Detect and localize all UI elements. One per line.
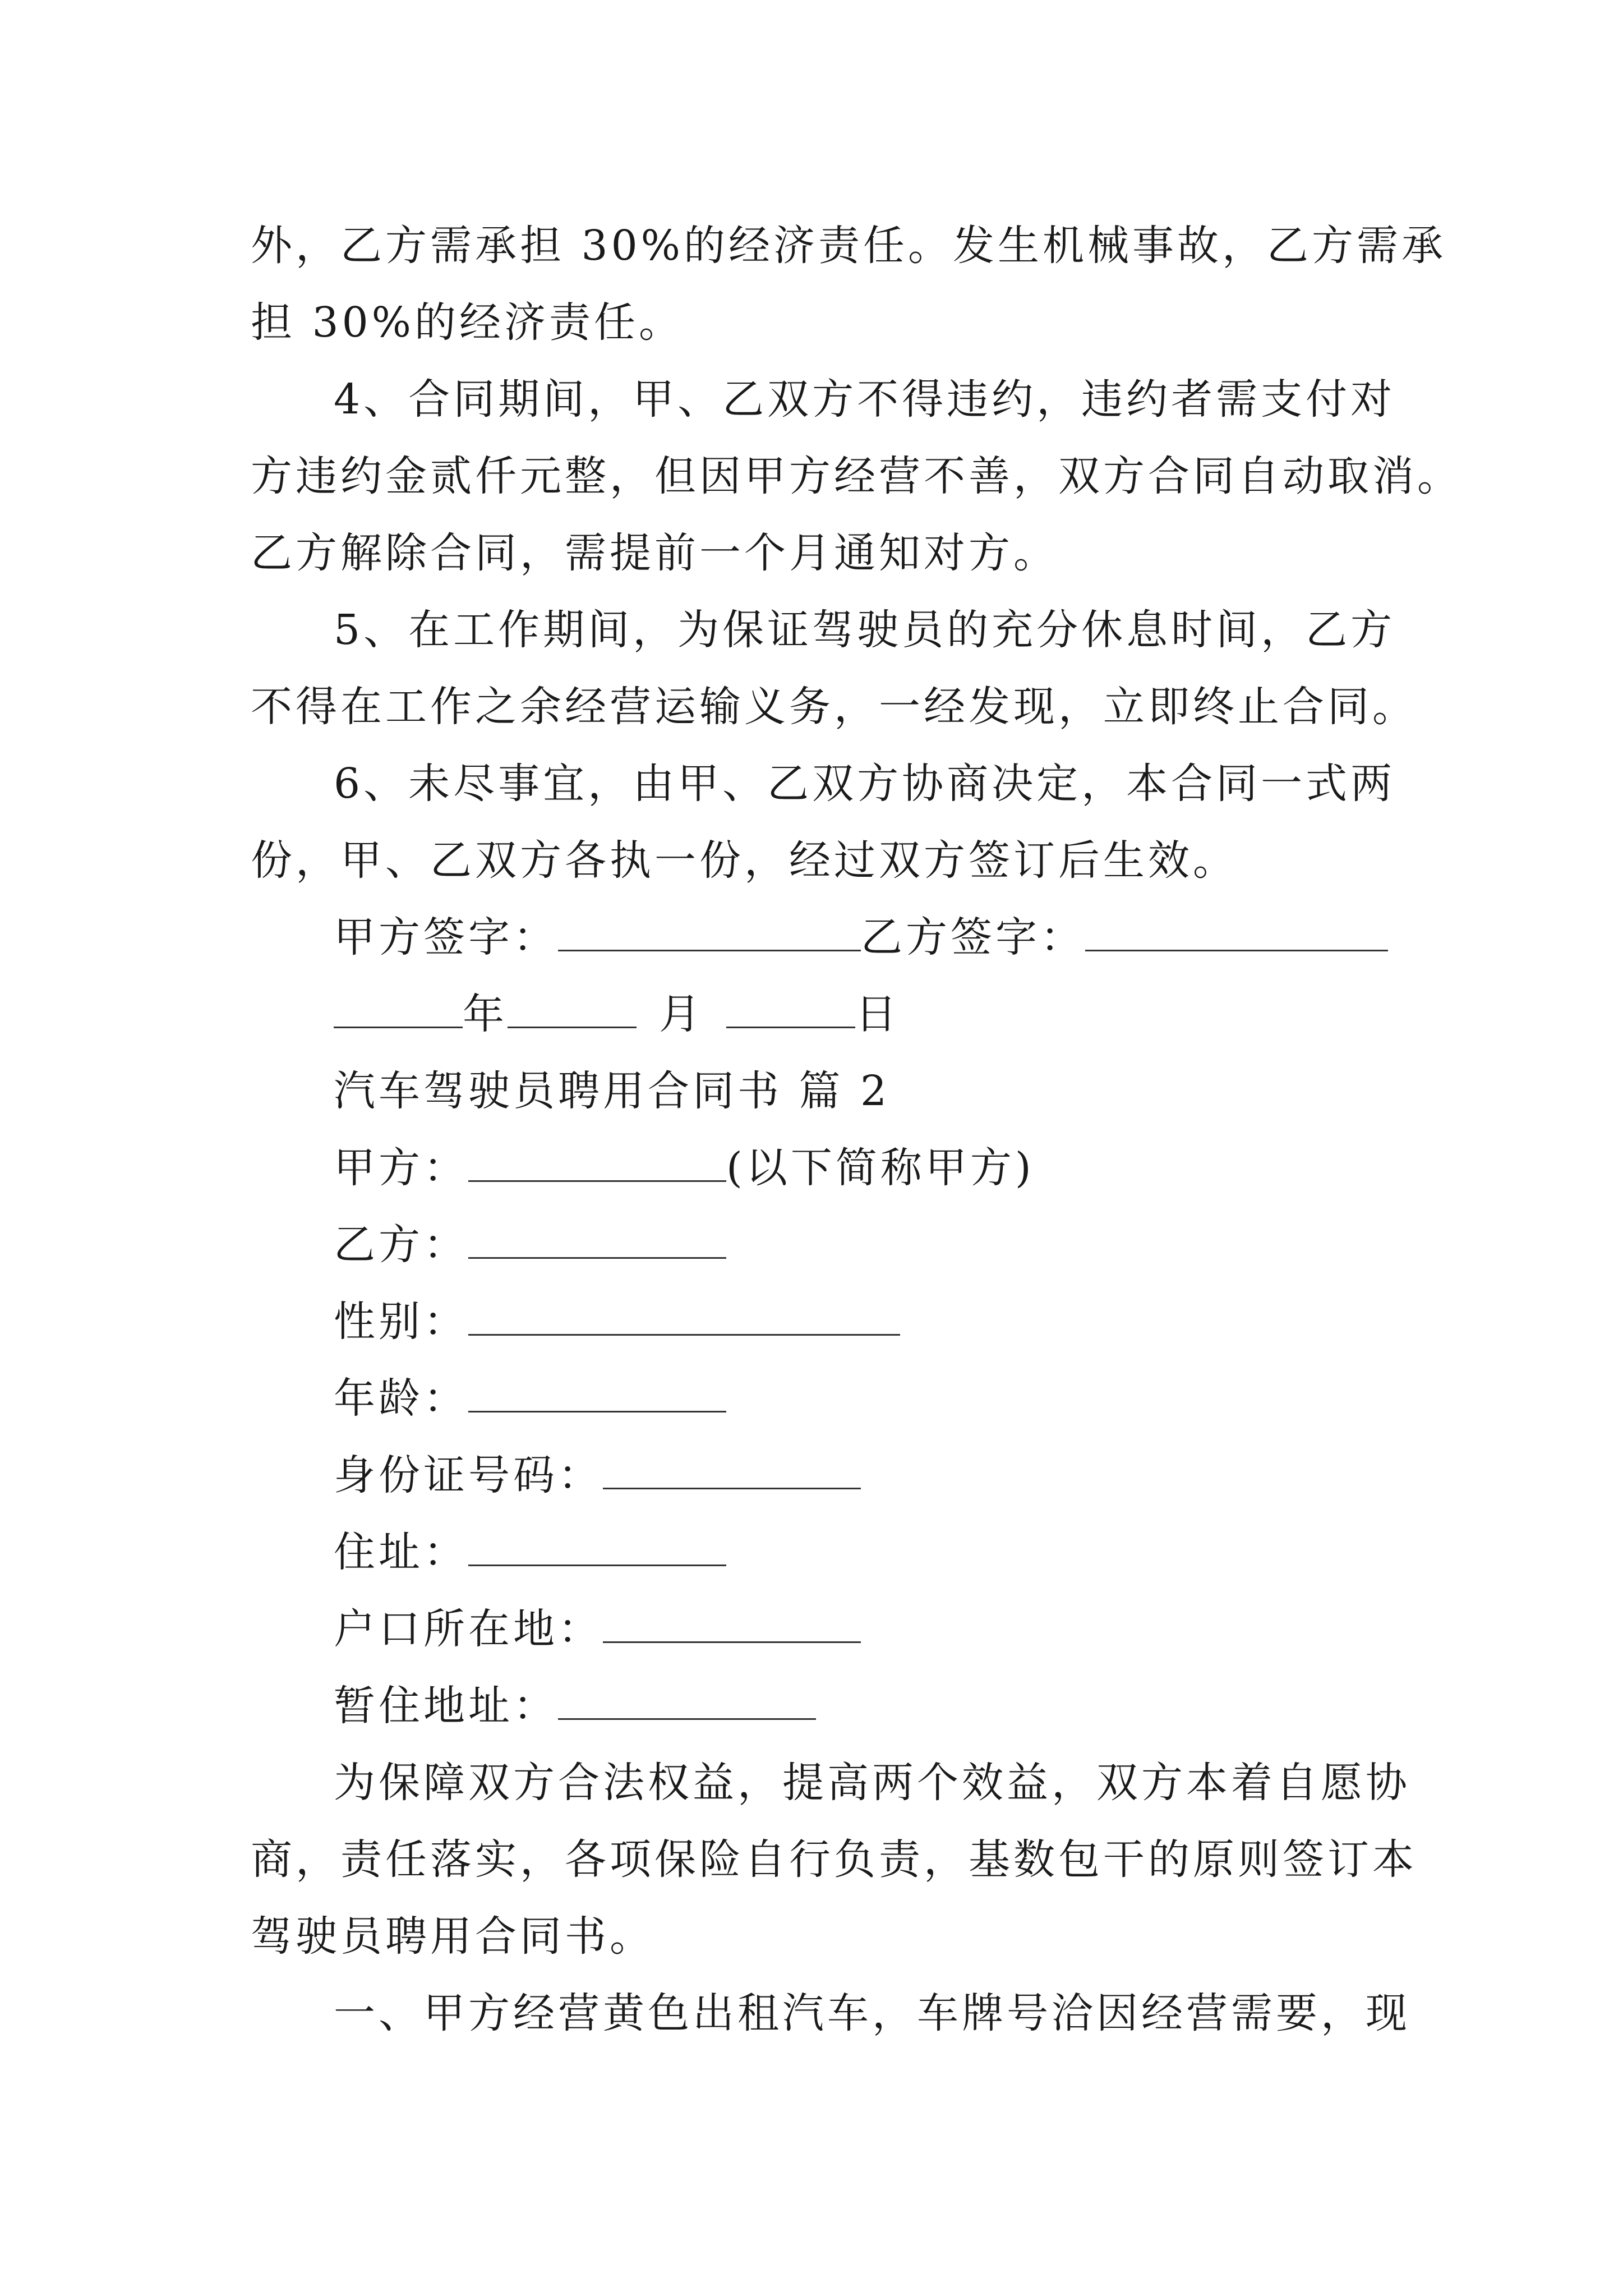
party-a-blank[interactable] — [468, 1141, 726, 1182]
party-b-signature-label: 乙方签字： — [861, 913, 1085, 961]
day-blank[interactable] — [726, 987, 855, 1028]
party-a-signature-blank[interactable] — [558, 910, 861, 951]
year-blank[interactable] — [334, 987, 463, 1028]
hukou-blank[interactable] — [603, 1602, 861, 1643]
month-label: 月 — [659, 990, 704, 1038]
month-blank[interactable] — [508, 987, 637, 1028]
signature-row — [251, 899, 1378, 976]
gender-row — [251, 1283, 1378, 1360]
party-a-label: 甲方： — [334, 1144, 468, 1192]
party-b-label: 乙方： — [334, 1221, 468, 1269]
temp-address-row — [251, 1668, 1378, 1745]
id-number-label: 身份证号码： — [334, 1451, 603, 1499]
paragraph-line: 6、未尽事宜，由甲、乙双方协商决定，本合同一式两 — [334, 760, 1396, 808]
address-row — [251, 1514, 1378, 1591]
age-label: 年龄： — [334, 1374, 468, 1423]
hukou-row — [251, 1591, 1378, 1668]
temp-address-blank[interactable] — [558, 1679, 816, 1720]
paragraph-line: 担 30%的经济责任。 — [251, 298, 684, 347]
gender-label: 性别： — [334, 1297, 468, 1346]
id-number-row — [251, 1437, 1378, 1514]
temp-address-label: 暂住地址： — [334, 1682, 558, 1730]
paragraph-line: 乙方解除合同，需提前一个月通知对方。 — [251, 529, 1058, 577]
party-b-row — [251, 1207, 1378, 1283]
paragraph-line: 商，责任落实，各项保险自行负责，基数包干的原则签订本 — [251, 1835, 1417, 1884]
section-title: 汽车驾驶员聘用合同书 篇 2 — [334, 1067, 891, 1115]
paragraph-line: 方违约金贰仟元整，但因甲方经营不善，双方合同自动取消。 — [251, 452, 1462, 500]
paragraph-line: 一、甲方经营黄色出租汽车，车牌号洽因经营需要，现 — [334, 1989, 1410, 2037]
paragraph-line: 外，乙方需承担 30%的经济责任。发生机械事故，乙方需承 — [251, 222, 1446, 270]
year-label: 年 — [463, 990, 508, 1038]
gender-blank[interactable] — [468, 1295, 900, 1336]
address-label: 住址： — [334, 1528, 468, 1576]
day-label: 日 — [855, 990, 900, 1038]
date-row — [251, 976, 1378, 1053]
age-blank[interactable] — [468, 1372, 726, 1412]
address-blank[interactable] — [468, 1525, 726, 1566]
paragraph-line: 5、在工作期间，为保证驾驶员的充分休息时间，乙方 — [334, 606, 1396, 654]
paragraph-line: 4、合同期间，甲、乙双方不得违约，违约者需支付对 — [334, 375, 1396, 424]
paragraph-line: 份，甲、乙双方各执一份，经过双方签订后生效。 — [251, 836, 1238, 885]
age-row — [251, 1360, 1378, 1437]
party-b-signature-blank[interactable] — [1085, 910, 1388, 951]
hukou-label: 户口所在地： — [334, 1605, 603, 1653]
paragraph-line: 不得在工作之余经营运输义务，一经发现，立即终止合同。 — [251, 683, 1417, 731]
document-page — [251, 208, 1462, 2052]
id-number-blank[interactable] — [603, 1448, 861, 1489]
party-a-signature-label: 甲方签字： — [334, 913, 558, 961]
paragraph-line: 为保障双方合法权益，提高两个效益，双方本着自愿协 — [334, 1759, 1410, 1807]
party-b-blank[interactable] — [468, 1218, 726, 1259]
party-a-row — [251, 1130, 1378, 1207]
party-a-note: (以下简称甲方) — [726, 1144, 1035, 1192]
paragraph-line: 驾驶员聘用合同书。 — [251, 1912, 654, 1961]
